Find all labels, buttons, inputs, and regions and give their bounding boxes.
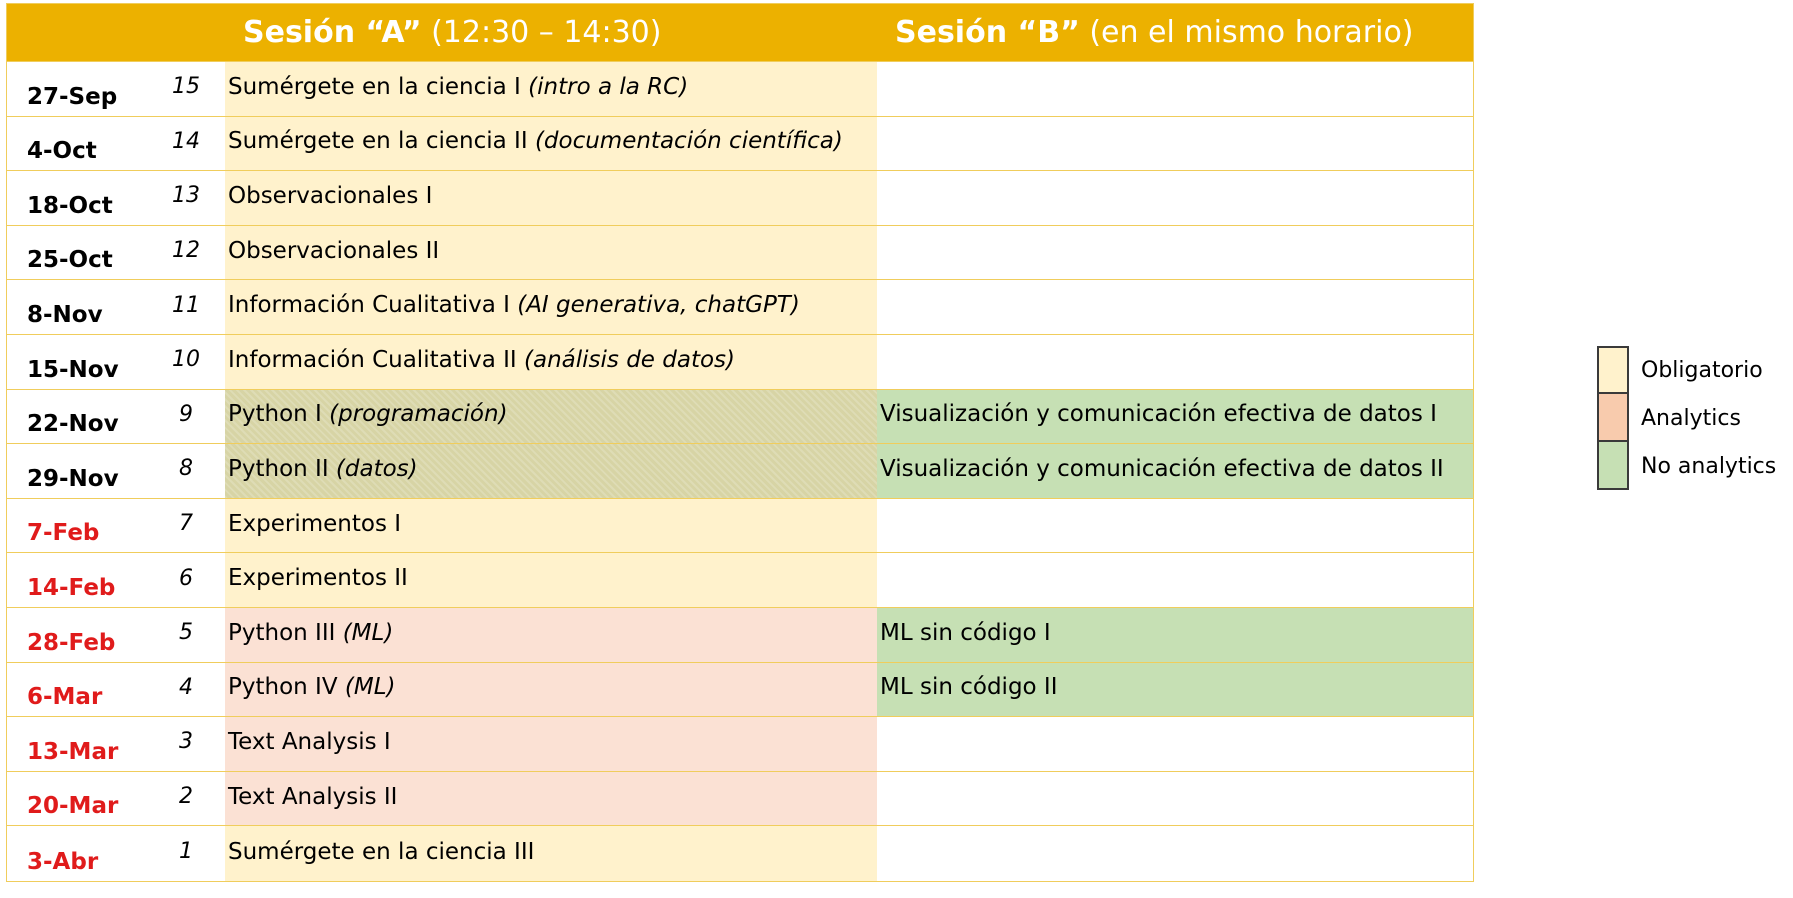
table-row xyxy=(7,226,1473,281)
session-a-cell: Información Cualitativa I (AI generativa, chatGPT) xyxy=(225,280,877,334)
legend-label: No analytics xyxy=(1641,453,1777,479)
session-number: 11 xyxy=(172,292,200,318)
session-a-cell: Sumérgete en la ciencia III xyxy=(225,826,877,881)
table-row xyxy=(7,608,1473,663)
session-b-cell: ML sin código II xyxy=(877,663,1473,717)
table-row xyxy=(7,717,1473,772)
session-b-cell xyxy=(877,553,1473,607)
session-number: 9 xyxy=(179,401,193,427)
session-b-cell xyxy=(877,117,1473,171)
legend-swatch-analytics xyxy=(1597,394,1629,442)
session-number: 12 xyxy=(172,238,200,264)
legend-label: Analytics xyxy=(1641,405,1741,431)
table-row xyxy=(7,117,1473,172)
table-row xyxy=(7,826,1473,881)
session-number: 13 xyxy=(172,183,200,209)
legend-item-no-analytics xyxy=(1597,442,1776,490)
session-date: 3-Abr xyxy=(27,848,99,875)
session-number: 4 xyxy=(179,674,193,700)
session-a-cell: Text Analysis II xyxy=(225,772,877,826)
table-row xyxy=(7,444,1473,499)
session-a-cell: Python I (programación) xyxy=(225,390,877,444)
table-row xyxy=(7,171,1473,226)
session-number: 5 xyxy=(179,620,193,646)
session-a-cell: Experimentos II xyxy=(225,553,877,607)
session-b-cell: Visualización y comunicación efectiva de datos II xyxy=(877,444,1473,498)
session-b-cell xyxy=(877,335,1473,389)
session-a-cell: Python II (datos) xyxy=(225,444,877,498)
session-date: 13-Mar xyxy=(27,738,119,765)
table-row xyxy=(7,335,1473,390)
table-row xyxy=(7,280,1473,335)
session-date: 25-Oct xyxy=(27,247,113,274)
legend-swatch-obligatorio xyxy=(1597,346,1629,394)
legend xyxy=(1597,346,1776,490)
session-date: 20-Mar xyxy=(27,793,119,820)
session-date: 14-Feb xyxy=(27,574,116,601)
session-date: 27-Sep xyxy=(27,83,118,110)
table-row xyxy=(7,553,1473,608)
session-number: 2 xyxy=(179,784,193,810)
session-a-cell: Información Cualitativa II (análisis de datos) xyxy=(225,335,877,389)
session-b-cell xyxy=(877,62,1473,116)
session-date: 4-Oct xyxy=(27,138,97,165)
session-date: 18-Oct xyxy=(27,192,113,219)
session-b-cell xyxy=(877,499,1473,553)
session-number: 10 xyxy=(172,347,200,373)
session-a-cell: Sumérgete en la ciencia I (intro a la RC) xyxy=(225,62,877,116)
legend-item-obligatorio xyxy=(1597,346,1776,394)
session-a-cell: Sumérgete en la ciencia II (documentación científica) xyxy=(225,117,877,171)
session-b-cell xyxy=(877,280,1473,334)
table-row xyxy=(7,62,1473,117)
legend-swatch-no-analytics xyxy=(1597,442,1629,490)
session-b-cell xyxy=(877,772,1473,826)
session-a-cell: Python IV (ML) xyxy=(225,663,877,717)
session-number: 14 xyxy=(172,128,200,154)
session-b-header: Sesión “B” (en el mismo horario) xyxy=(895,15,1414,50)
session-a-cell: Experimentos I xyxy=(225,499,877,553)
session-a-cell: Python III (ML) xyxy=(225,608,877,662)
session-date: 8-Nov xyxy=(27,301,103,328)
session-number: 1 xyxy=(179,839,193,865)
session-a-header: Sesión “A” (12:30 – 14:30) xyxy=(243,15,662,50)
session-b-cell xyxy=(877,226,1473,280)
session-number: 7 xyxy=(179,511,193,537)
table-row xyxy=(7,390,1473,445)
session-a-cell: Observacionales I xyxy=(225,171,877,225)
session-date: 22-Nov xyxy=(27,411,119,438)
session-number: 3 xyxy=(179,729,193,755)
session-b-cell xyxy=(877,717,1473,771)
table-row xyxy=(7,663,1473,718)
legend-label: Obligatorio xyxy=(1641,357,1763,383)
session-date: 29-Nov xyxy=(27,465,119,492)
table-header xyxy=(7,4,1473,62)
session-b-cell xyxy=(877,171,1473,225)
session-b-cell: ML sin código I xyxy=(877,608,1473,662)
session-date: 28-Feb xyxy=(27,629,116,656)
session-a-cell: Text Analysis I xyxy=(225,717,877,771)
session-b-cell: Visualización y comunicación efectiva de datos I xyxy=(877,390,1473,444)
table-row xyxy=(7,499,1473,554)
session-date: 15-Nov xyxy=(27,356,119,383)
session-date: 6-Mar xyxy=(27,684,103,711)
schedule-table xyxy=(6,3,1474,882)
session-number: 8 xyxy=(179,456,193,482)
session-number: 15 xyxy=(172,74,200,100)
legend-item-analytics xyxy=(1597,394,1776,442)
session-number: 6 xyxy=(179,565,193,591)
table-row xyxy=(7,772,1473,827)
session-b-cell xyxy=(877,826,1473,881)
session-date: 7-Feb xyxy=(27,520,100,547)
session-a-cell: Observacionales II xyxy=(225,226,877,280)
